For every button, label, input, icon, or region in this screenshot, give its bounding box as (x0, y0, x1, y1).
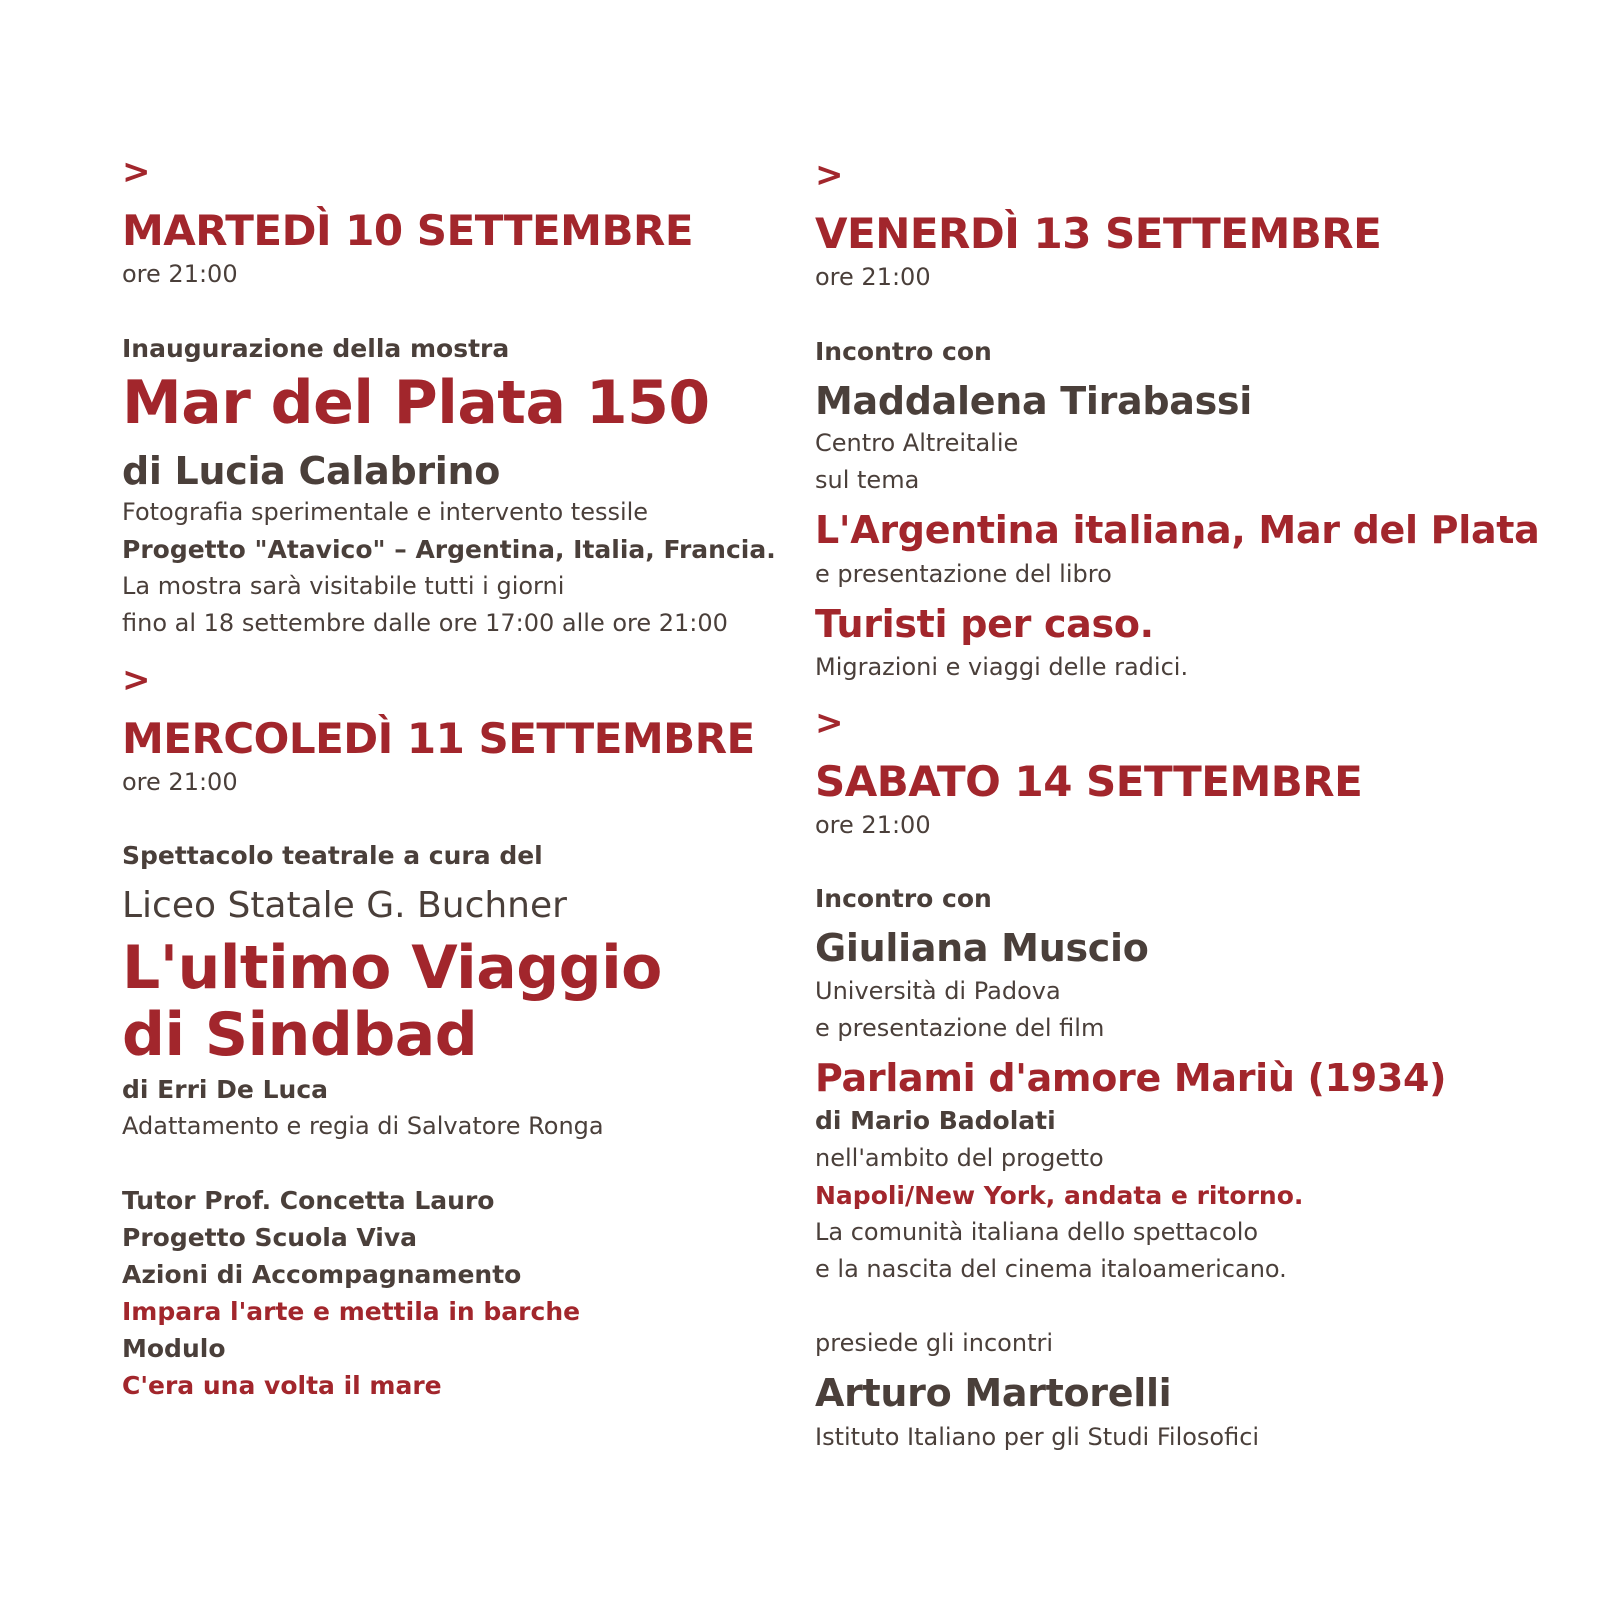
event-description: Fotografia sperimentale e intervento tessile (122, 498, 649, 526)
event-project: Progetto "Atavico" – Argentina, Italia, Francia. (122, 535, 776, 564)
event-title: L'Argentina italiana, Mar del Plata (815, 508, 1540, 552)
book-lead: e presentazione del libro (815, 560, 1112, 588)
event-lead: Inaugurazione della mostra (122, 334, 510, 363)
theme-label: sul tema (815, 466, 920, 494)
event-time: ore 21:00 (815, 263, 931, 291)
tutor-line: Tutor Prof. Concetta Lauro (122, 1186, 495, 1215)
event-date: MARTEDÌ 10 SETTEMBRE (122, 206, 694, 255)
guest-name: Maddalena Tirabassi (815, 379, 1252, 423)
event-title: Mar del Plata 150 (122, 368, 710, 438)
presiede-line: presiede gli incontri (815, 1329, 1054, 1357)
arrow-icon: > (122, 660, 151, 700)
film-title: Parlami d'amore Mariù (1934) (815, 1056, 1447, 1100)
event-lead: Incontro con (815, 337, 992, 366)
guest-org: Centro Altreitalie (815, 429, 1019, 457)
project-line: Napoli/New York, andata e ritorno. (815, 1181, 1304, 1210)
arrow-icon: > (815, 155, 844, 195)
event-date: SABATO 14 SETTEMBRE (815, 757, 1363, 806)
event-time: ore 21:00 (122, 260, 238, 288)
event-date: VENERDÌ 13 SETTEMBRE (815, 209, 1382, 258)
school-name: Liceo Statale G. Buchner (122, 885, 567, 926)
cera-line: C'era una volta il mare (122, 1371, 442, 1400)
book-subtitle: Migrazioni e viaggi delle radici. (815, 653, 1189, 681)
description-line: e la nascita del cinema italoamericano. (815, 1255, 1287, 1283)
actions-line: Azioni di Accompagnamento (122, 1260, 522, 1289)
event-visit-line: fino al 18 settembre dalle ore 17:00 alle ore 21:00 (122, 609, 728, 637)
chair-org: Istituto Italiano per gli Studi Filosofici (815, 1423, 1260, 1451)
film-director: di Mario Badolati (815, 1106, 1056, 1135)
film-lead: e presentazione del film (815, 1014, 1105, 1042)
event-time: ore 21:00 (815, 811, 931, 839)
event-title: di Sindbad (122, 1000, 478, 1070)
event-adaptation: Adattamento e regia di Salvatore Ronga (122, 1112, 604, 1140)
book-title: Turisti per caso. (815, 602, 1154, 646)
event-author: di Erri De Luca (122, 1075, 329, 1104)
arrow-icon: > (815, 703, 844, 743)
ambito-line: nell'ambito del progetto (815, 1144, 1104, 1172)
chair-name: Arturo Martorelli (815, 1371, 1172, 1415)
event-author: di Lucia Calabrino (122, 449, 501, 493)
event-date: MERCOLEDÌ 11 SETTEMBRE (122, 714, 755, 763)
event-time: ore 21:00 (122, 768, 238, 796)
event-title: L'ultimo Viaggio (122, 933, 662, 1003)
guest-name: Giuliana Muscio (815, 926, 1149, 970)
event-lead: Incontro con (815, 884, 992, 913)
arrow-icon: > (122, 152, 151, 192)
event-lead: Spettacolo teatrale a cura del (122, 841, 543, 870)
project-line: Progetto Scuola Viva (122, 1223, 418, 1252)
modulo-line: Modulo (122, 1334, 226, 1363)
description-line: La comunità italiana dello spettacolo (815, 1218, 1259, 1246)
guest-org: Università di Padova (815, 977, 1061, 1005)
impara-line: Impara l'arte e mettila in barche (122, 1297, 581, 1326)
event-visit-line: La mostra sarà visitabile tutti i giorni (122, 572, 565, 600)
